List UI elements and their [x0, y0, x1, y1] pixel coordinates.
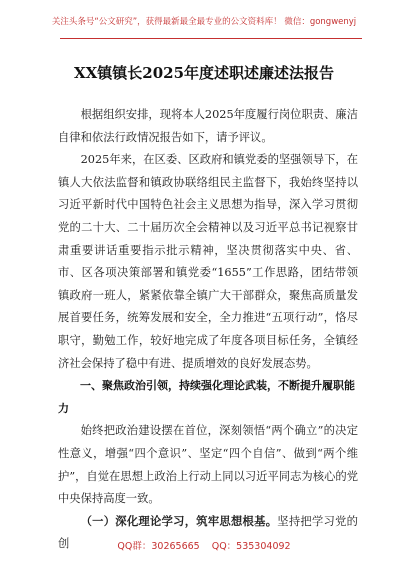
subsection-heading-1: （一）深化理论学习，筑牢思想根基。: [80, 514, 278, 528]
overview-paragraph: 2025年来，在区委、区政府和镇党委的坚强领导下，在镇人大依法监督和镇政协联络组民主监督下，我始终坚持以习近平新时代中国特色社会主义思想为指导，深入学习贯彻党的二十大、二十届历次全会精神以及习近平总书记视察甘肃重要讲话重要指示批示精神，坚决贯彻落实中央、省、市、区各项决策部署和镇党委“1655”工作思路，团结带领镇政府一班人，紧紧依靠全镇广大干部群众，聚焦高质量发展首要任务，统筹发展和安全，全力推进“五项行动”，恪尽职守，勤勉工作，较好地完成了年度各项目标任务，全镇经济社会保持了稳中有进、提质增效的良好发展态势。: [58, 153, 358, 370]
section-1-paragraph: 始终把政治建设摆在首位，深刻领悟“两个确立”的决定性意义，增强“四个意识”、坚定“四个自信”、做到“两个维护”，自觉在思想上政治上行动上同以习近平同志为核心的党中央保持高度一致。: [58, 424, 358, 506]
promo-banner-text: 关注头条号“公文研究”，获得最新最全最专业的公文资料库！ 微信：gongwenyj: [51, 17, 357, 27]
promo-banner: [0, 16, 408, 28]
header-divider: [60, 38, 362, 39]
document-title: XX镇镇长2025年度述职述廉述法报告: [73, 64, 335, 82]
document-body: [58, 104, 358, 556]
intro-paragraph: 根据组织安排，现将本人2025年度履行岗位职责、廉洁自律和依法行政情况报告如下，请予评议。: [58, 108, 358, 144]
contact-footer: [0, 541, 408, 553]
subsection-1-text: 坚持把学习党的创: [58, 514, 358, 551]
section-heading-1: 一、聚焦政治引领，持续强化理论武装，不断提升履职能力: [58, 379, 355, 415]
qq-group-contact: QQ群：30265665: [117, 541, 200, 552]
qq-contact: QQ：535304092: [211, 541, 291, 552]
